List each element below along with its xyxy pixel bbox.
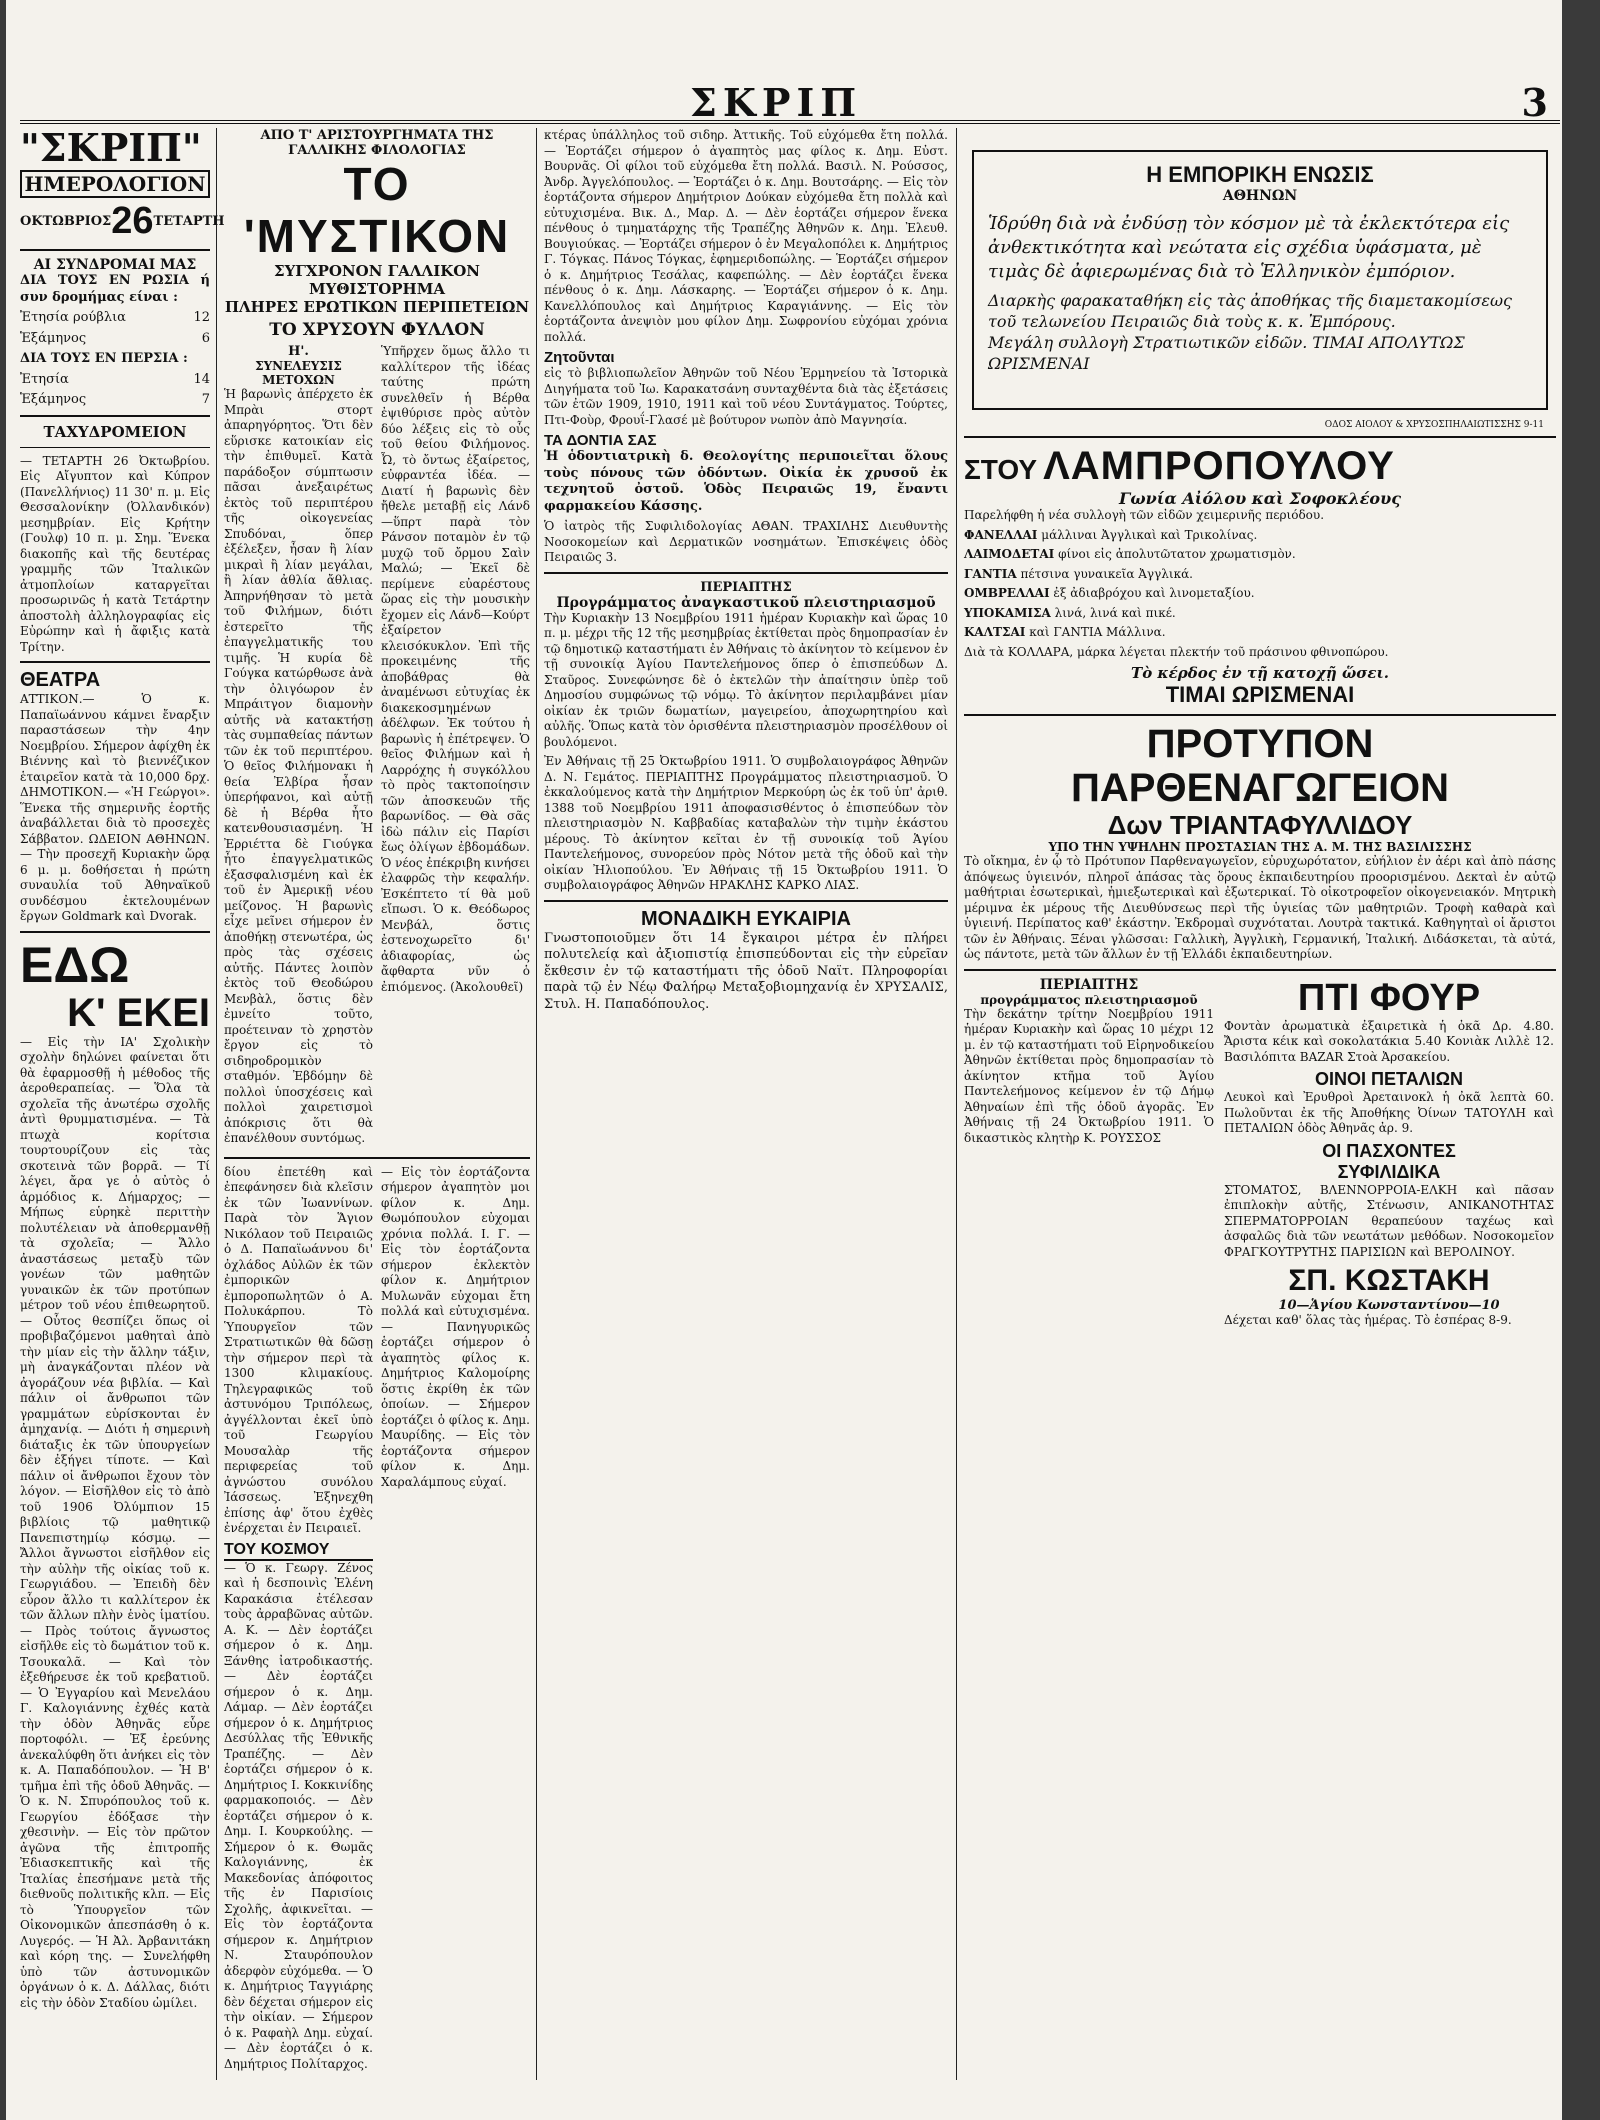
dontia-title: ΤΑ ΔΟΝΤΙΑ ΣΑΣ [544, 432, 657, 449]
subs-value: 12 [193, 310, 210, 325]
protypon-patron: ΥΠΟ ΤΗΝ ΥΨΗΛΗΝ ΠΡΟΣΤΑΣΙΑΝ ΤΗΣ Α. Μ. ΤΗΣ ΒΑΣΙΛΙΣΣΗΣ [1048, 840, 1472, 854]
lamp-item-text: καὶ ΓΑΝΤΙΑ Μάλλινα. [1029, 625, 1166, 639]
trachilis-notice: Ὁ ἰατρὸς τῆς Συφιλιδολογίας ΑΘΑΝ. ΤΡΑΧΙΛΗΣ Διευθυντὴς Νοσοκομείων καὶ Δερματικῶν νοσημάτων. Ἐπισκέψεις ὁδὸς Πειραιῶς 3. [544, 519, 948, 564]
weekday: ΤΕΤΑΡΤΗ [153, 214, 225, 229]
lamp-item-label: ΦΑΝΕΛΛΑΙ [964, 527, 1038, 542]
theatre-text: ΑΤΤΙΚΟΝ.— Ὁ κ. Παπαϊωάννου κάμνει ἔναρξιν παραστάσεων τὴν 4ην Νοεμβρίου. Σήμερον ἀφίχθη ἐκ Βιέννης καὶ τὸ βιεννέζικον ἑταιρεῖον κατὰ τὰ 10,000 δρχ. ΔΗΜΟΤΙΚΟΝ.— «Ἡ Γεώργοι». Ἕνεκα τῆς σημερινῆς ἑορτῆς ἀναβάλλεται διὰ τὸ προσεχὲς Σάββατον. ΩΔΕΙΟΝ ΑΘΗΝΩΝ.— Τὴν προσεχῆ Κυριακὴν ὥρᾳ 6 μ. μ. δοθήσεται ἡ πρώτη συναυλία τοῦ Ἀθηναϊκοῦ συνδέσμου ἐκτελουμένων ἔργων Goldmark καὶ Dvorak. [20, 692, 210, 923]
divider [224, 1157, 530, 1159]
monadiki-text: Γνωστοποιοῦμεν ὅτι 14 ἔγκαιροι μέτρα ἐν πλήρει πολυτελείᾳ καὶ ἀξιοπιστίᾳ ἐπισπεύδονται εἰς τὴν εὐρεῖαν ἔκθεσιν ἐν τῷ καταστήματι τῆς ὁδοῦ Ναϊτ. Πληροφορίαι παρὰ τῷ ἐν Νέῳ Φαλήρῳ Μεταξοβιομηχανίᾳ ἐν ΧΡΥΣΑΛΙΣ, Στυλ. Η. Παπαδόπουλος. [544, 930, 948, 1012]
column-rule [536, 128, 537, 2080]
enosis-city: ΑΘΗΝΩΝ [1222, 188, 1298, 204]
lamp-address: Γωνία Αἰόλου καὶ Σοφοκλέους [1119, 489, 1401, 508]
divider [20, 661, 210, 663]
subs-label: Ἑξάμηνος [20, 392, 87, 407]
subs-value: 6 [201, 330, 210, 346]
lower-right [381, 1165, 530, 2077]
edo-title: ΕΔΩ [20, 936, 130, 993]
syfilidika-text: ΣΤΟΜΑΤΟΣ, ΒΛΕΝΝΟΡΡΟΙΑ-ΕΛΚΗ καὶ πᾶσαν ἐπιπλοκὴν αὐτῆς, Στένωσιν, ΑΝΙΚΑΝΟΤΗΤΑΣ ΣΠΕΡΜΑΤΟΡΡΟΙΑΝ θεραπεύουν ταχέως καὶ ἀσφαλῶς διὰ τῶν νεωτάτων μεθόδων. Νοσοκομεῖον ΦΡΑΓΚΟΥΤΡΥΤΗΣ ΠΑΡΙΣΙΩΝ καὶ ΒΕΡΟΛΙΝΟΥ. [1224, 1182, 1554, 1259]
subs-row [20, 392, 210, 409]
lamp-item [964, 606, 1556, 622]
post-title: ΤΑΧΥΔΡΟΜΕΙΟΝ [43, 422, 187, 441]
lamp-item-text: ἐξ ἀδιαβρόχου καὶ λινομεταξίου. [1053, 586, 1255, 600]
notices-text-a: κτέρας ὑπάλληλος τοῦ σιδηρ. Ἀττικῆς. Τοῦ εὐχόμεθα ἔτη πολλά. — Ἑορτάζει σήμερον ὁ ἀγαπητὸς μας φίλος κ. Δημ. Εὐστ. Βουρνᾶς. Οἱ φίλοι τοῦ εὐχόμεθα ἔτη πολλά. Βασιλ. Ν. Ρούσσος, Ἀνδρ. Ἀγγελόπουλος. — Ἑορτάζει ὁ κ. Δημ. Βουτσάρης. — Εἰς τὸν ἑορτάζοντα σήμερον Δημήτριον Δούκαν εὐχόμεθα ἔτη πολλὰ καὶ εὐτυχισμένα. Βικ. Δ., Μαρ. Δ. — Δὲν ἑορτάζει σήμερον ἕνεκα πένθους ὁ τμηματάρχης τῆς Τραπέζης Ἀθηνῶν κ. Δημ. Ἐλευθ. Βουγιούκας. — Ἑορτάζει σήμερον ὁ ἐν Μεγαλοπόλει κ. Δημήτριος Γ. Τόγκας. Πάνος Τόγκας, ἐφημεριδοπώλης. — Ἑορτάζει σήμερον ὁ κ. Δημήτριος Τεσάλας, καφεπώλης. — Δὲν ἑορτάζει ἕνεκα πένθους ὁ κ. Δημ. Λάσκαρης. — Ἑορτάζει σήμερον ὁ κ. Δημ. Κανελλόπουλος καὶ Δημήτριος Καραγιάννης. — Εἰς τὸν ἑορτάζοντα ἀνεψιὸν μου φίλον Δημ. Σωφρονίου εὐχόμαι χρόνια πολλά. [544, 128, 948, 344]
program-text: Τὴν Κυριακὴν 13 Νοεμβρίου 1911 ἡμέραν Κυριακὴν καὶ ὥρας 10 π. μ. μέχρι τῆς 12 τῆς μεσημβρίας ἐκτίθεται πρὸς δημοπρασίαν ἐν τῷ δημοτικῷ καταστήματι ἐν Ἀθήναις τὸ ἀκίνητον τὸ κείμενον ἐν τῇ συνοικίᾳ Ἁγίου Παντελεήμονος ὅπερ ὁ ἐπισπεύδων Δ. Σταῦρος. Συνεφώνησε δὲ ὁ ἐκτελῶν τὴν ἀπαίτησιν ὑπὲρ τοῦ Δημοσίου συμφώνως τῷ νόμῳ. Τὸ ἀκίνητον περιλαμβάνει μίαν οἰκίαν ἐκ τριῶν δωματίων, μαγειρείου, ἀποχωρητηρίου καὶ αὐλῆς. Ὅπως κατὰ τὸν ὁρισθέντα πλειστηριασμὸν προσέλθουν οἱ βουλόμενοι. [544, 610, 948, 749]
protypon-name: Δων ΤΡΙΑΝΤΑΦΥΛΛΙΔΟΥ [1107, 810, 1413, 840]
oinoi-title: ΟΙΝΟΙ ΠΕΤΑΛΙΩΝ [1314, 1069, 1464, 1089]
subs-label: Ἐτησία ρούβλια [20, 310, 126, 325]
lamp-item-text: μάλλιναι Ἀγγλικαὶ καὶ Τρικολίνας. [1041, 527, 1258, 542]
serial-right [381, 344, 530, 1151]
lamp-item [964, 528, 1556, 544]
lower-block [224, 1165, 530, 2077]
divider [964, 436, 1556, 438]
lamp-item-label: ΥΠΟΚΑΜΙΣΑ [964, 605, 1051, 620]
lower-ads [964, 977, 1556, 1333]
dontia-text: Ἡ ὁδοντιατρικὴ δ. Θεολογίτης περιποιεῖται ὅλους τοὺς πόνους τῶν ὀδόντων. Οἰκία ἐκ χρυσοῦ ἐκ τεχνητοῦ ὀστοῦ. Ὁδὸς Πειραιῶς 19, ἔναντι φαρμακείου Κάσσης. [544, 449, 948, 514]
lamp-name: ΛΑΜΠΡΟΠΟΥΛΟΥ [1043, 444, 1395, 488]
lamp-item [964, 567, 1556, 583]
post-text: — ΤΕΤΑΡΤΗ 26 Ὀκτωβρίου. Εἰς Αἴγυπτον καὶ Κύπρον (Πανελλήνιος) 11 30' π. μ. Εἰς Θεσσαλονίκην (Ὀλλανδικόν) μεσημβρίαν. Εἰς Κρήτην (Γουλφ) 10 π. μ. Σημ. Ἕνεκα διακοπῆς καὶ τῆς δευτέρας γραμμῆς τῶν Ἰταλικῶν ἀτμοπλοίων καταργεῖται προσωρινῶς ἡ κατὰ Τετάρτην ἀποστολὴ ἀλληλογραφίας εἰς Εὐρώπην καὶ ἡ ἄφιξις κατὰ Τρίτην. [20, 453, 210, 654]
serial-left [224, 344, 373, 1151]
kostaki-text: Δέχεται καθ' ὅλας τὰς ἡμέρας. Τὸ ἑσπέρας 8-9. [1224, 1313, 1512, 1327]
date-row [20, 200, 225, 243]
edo-text: — Εἰς τὴν ΙΑ' Σχολικὴν σχολὴν δηλώνει φαίνεται ὅτι θὰ ἐφαρμοσθῇ ἡ μέθοδος τῆς ἀεροθεραπείας. — Ὅλα τὰ σχολεῖα τῆς ἀνωτέρω σχολῆς ἀντὶ θρυμματισμένα. — Τὰ πτωχὰ κορίτσια τουρτουρίζουν εἰς τὰς σκοτεινὰ τῶν βορρᾶ. — Τί λέγει, ἄρα γε ὁ αὐτὸς ὁ ἁρμόδιος κ. Δήμαρχος; — Μήπως εὑρηκὲ περιττὴν πολυτέλειαν νὰ ἀποθερμανθῇ τὰ σχολεῖα; — Ἄλλο ἀναστάσεως μεταξὺ τῶν γονέων τῶν μαθητῶν γυναικῶν ἐκ τῶν προτύπων μέτρον τοῦ νέου ἐπιθεωρητοῦ. — Οὗτος θεσπίζει ὅπως οἱ προβιβαζόμενοι μαθηταὶ ἀπὸ τὴν μίαν εἰς τὴν ἄλλην τάξιν, μὴ ἀναγκάζονται πλέον νὰ ἀγοράζουν νέα βιβλία. — Καὶ πάλιν οἱ ἄνθρωποι τῶν γραμμάτων εὑρίσκονται ἐν ἀμηχανίᾳ. — Διότι ἡ σημερινὴ διάταξις ἐκ τῶν ὑπουργείων δὲν ἐξήγει τίποτε. — Καὶ πάλιν οἱ ἄνθρωποι ἔχουν τὸν λόγον. — Εἰσῆλθον εἰς τὸ ἀπὸ τοῦ 1906 Ὀλύμπιον 15 βιβλίοις τῷ μαθητικῷ Πανεπιστημίῳ κόσμῳ. — Ἄλλοι ἄγνωστοι εἰσῆλθον εἰς τὴν αὐλὴν τῆς οἰκίας τοῦ κ. Γεωργιάδου. — Ἐπειδὴ δὲν εὗρον ἄλλο τι καλλίτερον ἐκ τῶν ἄλλων πλὴν ἑνὸς ἱματίου. — Πρὸς τούτοις ἄγνωστος εἰσῆλθε εἰς τὸ δωμάτιον τοῦ κ. Τσουκαλᾶ. — Καὶ τὸν ἐξεθήρευσε ἐκ τοῦ κρεβατιοῦ. — Ὁ Ἐγγαρίου καὶ Μενελάου Γ. Καλογιάννης ἐχθές κατὰ τὴν ὁδὸν Ἀθηνᾶς εὗρε πορτοφόλι. — Ἐξ ἐρεύνης ἀνεκαλύφθη ὅτι ἀνήκει εἰς τὸν κ. Α. Παπαδόπουλον. — Ἡ Β' τμῆμα ἐπὶ τῆς ὁδοῦ Ἀθηνᾶς. — Ὁ κ. Ν. Σπυρόπουλος τοῦ κ. Γεωργίου ἐδόξασε τὴν χθεσινὴν. — Εἰς τὸν πρῶτον ἀγῶνα τῆς ἐπιτροπῆς Ἐδιασκεπτικῆς καὶ τῆς Ἰταλίας ἐπεσήμανε μετὰ τῆς διεθνοῦς πολιτικῆς κλπ. — Εἰς τὸ Ὑπουργεῖον τῶν Οἰκονομικῶν ἀπεσπάσθη ὁ κ. Λυγερός. — Ἡ Ἀλ. Ἀρβανιτάκη καὶ κόρη της. — Συνελήφθη ὑπὸ τῶν ἀστυνομικῶν ὀργάνων ὁ κ. Δ. Δάλλας, διότι εἰς τὴν ὁδὸν Σταδίου ὠμίλει. [20, 1034, 210, 2010]
syfilidika-title: ΣΥΦΙΛΙΔΙΚΑ [1337, 1161, 1441, 1182]
divider [20, 249, 210, 251]
lamp-slogan: Τὸ κέρδος ἐν τῇ κατοχῇ ὥσει. [1131, 664, 1389, 682]
enosis-title: Η ΕΜΠΟΡΙΚΗ ΕΝΩΣΙΣ [1146, 162, 1374, 187]
lamp-items [964, 528, 1556, 641]
lamp-item [964, 625, 1556, 641]
lower-ads-right [1224, 977, 1554, 1333]
column-notices [544, 128, 948, 2078]
divider [544, 572, 948, 574]
lamp-kollara: Διὰ τὰ ΚΟΛΛΑΡΑ, μάρκα λέγεται πλεκτήν τοῦ πράσινου φθινοπώρου. [964, 644, 1389, 659]
lower-ads-left [964, 977, 1214, 1333]
zitountai-text: εἰς τὸ βιβλιοπωλεῖον Ἀθηνῶν τοῦ Νέου Ἑρμηνείου τὰ Ἱστορικὰ Διηγήματα τοῦ Ἰω. Καρακατσάνη συνταχθέντα διὰ τὰς ἐξετάσεις τῶν ἐτῶν 1909, 1910, 1911 καὶ τοῦ νέου Συντάγματος. Τούρτες, Πτι-Φοὺρ, Φρουΐ-Γλασέ μὲ βούτυρον νωπὸν ἀπὸ Μαγνησία. [544, 366, 948, 427]
periaptis-title: ΠΕΡΙΑΠΤΗΣ [700, 579, 792, 595]
subscriptions-russia: ΔΙΑ ΤΟΥΣ ΕΝ ΡΩΣΙΑ ή συν δρομήμας είναι : [20, 273, 210, 305]
theatre-title: ΘΕΑΤΡΑ [20, 669, 101, 691]
periaptis2-title: ΠΕΡΙΑΠΤΗΣ [1039, 976, 1139, 993]
divider [20, 447, 210, 448]
enosis-text3: Μεγάλη συλλογὴ Στρατιωτικῶν εἰδῶν. ΤΙΜΑΙ ΑΠΟΛΥΤΩΣ ΩΡΙΣΜΕΝΑΙ [988, 333, 1465, 373]
zitountai-title: Ζητοῦνται [544, 349, 615, 366]
lamp-item-text: πέτσινα γυναικεῖα Ἀγγλικά. [1020, 566, 1193, 581]
subs-label: Ἑξάμηνος [20, 330, 87, 346]
lamp-item-text: λινά, λινά καὶ πικέ. [1054, 605, 1176, 620]
pasxontes-title: ΟΙ ΠΑΣΧΟΝΤΕΣ [1322, 1140, 1456, 1161]
serial-title: ΤΟ 'ΜΥΣΤΙΚΟΝ [243, 158, 511, 262]
newspaper-name: ΣΚΡΙΠ [690, 80, 863, 125]
enosis-text: Ἱδρύθη διὰ νὰ ἐνδύσῃ τὸν κόσμον μὲ τὰ ἐκλεκτότερα εἰς ἀνθεκτικότητα καὶ νεώτατα εἰς σχέδια ὑφάσματα, μὲ τιμὰς δὲ ἀφιερωμένας διὰ τὸ Ἑλληνικὸν ἐμπόριον. [988, 213, 1510, 282]
lamp-item-label: ΟΜΒΡΕΛΛΑΙ [964, 586, 1050, 600]
enosis-text2: Διαρκὴς φαρακαταθήκη εἰς τὰς ἀποθήκας τῆς διαμετακομίσεως τοῦ τελωνείου Πειραιῶς διὰ τοὺς κ. κ. Ἐμπόρους. [988, 291, 1512, 331]
story-text-b: Ὑπῆρχεν ὅμως ἄλλο τι καλλίτερον τῆς ἰδέας ταύτης πρώτη συνελθεῖν ἡ Βέρθα ἐψιθύρισε πρὸς αὐτὸν δύο λέξεις εἰς τὸ οὖς τοῦ θείου Φιλήμονος. Ὦ, τὸ ὄντως ἐξαίρετος, εὐφραντέα ἰδέα. — Διατί ἡ βαρωνὶς δὲν ἤθελε μεταβῇ εἰς Λάνδ—ὕπρτ παρὰ τὸν Ράνσον ποταμὸν ἐν τῷ μυχῷ τοῦ ὄρμου Σαὶν Μαλώ; — Ἐκεῖ δὲ περίμενε εὐαρέστους ὥρας εἰς τὴν μουσικὴν ἔχομεν εἰς Λάνδ—Κούρτ ἐξαίρετον κλεισόκυκλον. Ἐπὶ τῆς προκειμένης τῆς ἀποβάθρας θὰ ἀναμένωσι εὐτυχίας ἐκ διακεκοσμημένων ἀδέλφων. Ἐκ τούτου ἡ βαρωνὶς ἡ ἐπέτρεψεν. Ὁ θεῖος Φιλήμων καὶ ἡ Λαρρόχης ἡ συγκόλλου τὸ πρὸς τακτοποίησιν τῶν ἀποσκευῶν τῆς βαρωνίδος. — Θὰ σᾶς ἰδὼ πάλιν εἰς Παρίσι ἔως ὀλίγων ἐβδομάδων. Ὁ νέος ἐπέκριβη κινήσει ἐλαφρῶς τὴν κεφαλήν. Ἐσκέπτετο τί θὰ μοῦ εἴπωσι. Ὁ κ. Θεόδωρος Μενβάλ, ὅστις ἐστενοχωρεῖτο δι' ἀδιαφορίας, ὡς ἄφθαρτα νῦν ὁ ἐπιόμενος. (Ἀκολουθεῖ) [381, 344, 530, 994]
kostaki-title: ΣΠ. ΚΩΣΤΑΚΗ [1288, 1264, 1490, 1297]
day-number: 26 [111, 200, 154, 242]
ptifour-text: Φοντὰν ἀρωματικὰ ἐξαιρετικὰ ἡ ὀκᾶ Δρ. 4.80. Ἄριστα κέικ καὶ σοκολατάκια 5.40 Κονιὰκ Λιλλὲ 12. Βασιλόπιτα BAZAR Στοὰ Ἀρσακείου. [1224, 1018, 1554, 1064]
enosis-address: ΟΔΟΣ ΑΙΟΛΟΥ & ΧΡΥΣΟΣΠΗΛΑΙΩΤΙΣΣΗΣ 9-11 [1324, 420, 1544, 430]
lamp-item-label: ΓΑΝΤΙΑ [964, 566, 1017, 581]
story-text-a: Ἡ βαρωνὶς ἀπέρχετο ἐκ Μπρὰι στορτ ἀπαρηγόρητος. Ὅτι δὲν εὕρισκε κατοικίαν εἰς τὴν ἐπιθυμεῖ. Κατὰ παράδοξον σύμπτωσιν πᾶσαι ἀνεξαιρέτως ἐκτὸς τοῦ περιπτέρου τῆς οἰκογενείας Σπυδόναι, ὅπερ ἐξέλεξεν, ἦσαν ἢ λίαν μικραὶ ἢ λίαν μεγάλαι, ἢ λίαν ἀθλία ἄθλιας. Ἀπηρνήθησαν τὸ μετὰ τοῦ Φιλήμων, διότι ἐστερεῖτο τῆς ἐπαγγελματικῆς του τιμῆς. Ἡ κυρία δὲ Γούγκα κατώρθωσε ἀνὰ τὴν ὀλιγόωρον ἐν Μπράιτγον διαμονὴν αὐτῆς νὰ κατακτήσῃ τὰς συμπαθείας πάντων τῶν ἐκ τοῦ περιπτέρου. Ὁ θεῖος Φιλήμονακι ἡ θεία Ἐλβίρα ἦσαν ὑπερήφανοι, καὶ αὐτῇ δὲ ἡ Βέρθα ἦτο κατενθουσιασμένη. Ἡ Ἐρριέττα δὲ Γιούγκα ἦτο ἐπαγγελματικῶς ἐξασφαλισμένη καὶ ἐκ τοῦ ἐν Ἀμερικῇ νέου μείζονος. Ἡ βαρωνὶς εἶχε μεῖνει σήμερον ἐν ἀποθήκῃ στενωτέρα, ὡς πρὸς τὰς σχέσεις αὐτῆς. Πάντες λοιπὸν ἐκτὸς τοῦ Θεοδώρου Μενβὰλ, ὅστις δὲν ἐμνείτο τοῦτο, προέτειναν τὸ χρηστὸν ἔργον εἰς τὸ σιδηροδρομικὸν σταθμόν. Ἐβδόμην δὲ πολλοὶ ὑποσχέσεις καὶ πολλοὶ χαιρετισμοὶ ἀπόκρισις ὅτι θὰ ἐπανέλθουν συντόμως. [224, 387, 373, 1145]
enosis-ad [972, 150, 1548, 410]
lamp-item-label: ΛΑΙΜΟΔΕΤΑΙ [964, 547, 1055, 561]
divider [964, 714, 1556, 716]
tou-kosmou-title: ΤΟΥ ΚΟΣΜΟΥ [224, 1541, 373, 1561]
page-number: 3 [1521, 80, 1548, 125]
divider [964, 969, 1556, 971]
column-ads [964, 128, 1556, 2078]
subscriptions-title: ΑΙ ΣΥΝΔΡΟΜΑΙ ΜΑΣ [33, 257, 197, 273]
lower-text-b: — Εἰς τὸν ἑορτάζοντα σήμερον ἀγαπητὸν μοι φίλον κ. Δημ. Θωμόπουλον εὐχομαι χρόνια πολλά. Ι. Γ. — Εἰς τὸν ἑορτάζοντα σήμερον ἐκλεκτὸν φίλον κ. Δημήτριον Μυλωνᾶν εὐχομαι ἔτη πολλά καὶ εὐτυχισμένα. — Πανηγυρικῶς ἑορτάζει σήμερον ὁ ἀγαπητὸς φίλος κ. Δημήτριος Καλομοίρης ὅστις ἐκρίθη ἐκ τῶν ὁποίων. — Σήμερον ἑορτάζει ὁ φίλος κ. Δημ. Μαυρίδης. — Εἰς τὸν ἑορτάζοντα σήμερον φίλον κ. Δημ. Χαραλάμπους εὐχαί. [381, 1164, 530, 1489]
divider [544, 900, 948, 902]
subs-row [20, 310, 210, 327]
column-rule [956, 128, 957, 2080]
program-title: Προγράμματος ἀναγκαστικοῦ πλειστηριασμοῦ [556, 594, 936, 611]
lamp-prices: ΤΙΜΑΙ ΩΡΙΣΜΕΝΑΙ [1165, 682, 1355, 707]
lamp-heading [964, 444, 1556, 489]
lamp-item-text: φίνοι εἰς ἀπολυτῶτατον χρωματισμὸν. [1058, 547, 1296, 561]
lamp-item [964, 586, 1556, 602]
lower-left [224, 1165, 373, 2077]
subscriptions-persia: ΔΙΑ ΤΟΥΣ ΕΝ ΠΕΡΣΙΑ : [20, 351, 188, 366]
newspaper-page [6, 0, 1562, 2120]
masthead [20, 80, 1560, 124]
chapter-number: Η'. [288, 344, 309, 359]
ptifour-title: ΠΤΙ ΦΟΥΡ [1297, 976, 1481, 1019]
subs-row [20, 331, 210, 348]
periaptis2-sub: προγράμματος πλειστηριασμοῦ [980, 992, 1198, 1007]
chapter-title: ΣΥΝΕΛΕΥΣΙΣ ΜΕΤΟΧΩΝ [255, 359, 342, 387]
serial-sub2: ΠΛΗΡΕΣ ΕΡΩΤΙΚΩΝ ΠΕΡΙΠΕΤΕΙΩΝ [224, 298, 530, 316]
divider [20, 415, 210, 417]
periaptis2-text: Τὴν δεκάτην τρίτην Νοεμβρίου 1911 ἡμέραν Κυριακὴν καὶ ὥρας 10 μέχρι 12 μ. ἐν τῷ καταστήματι τοῦ Εἰρηνοδικείου Ἀθηνῶν ἐκτίθεται πρὸς δημοπρασίαν τὸ ἀκίνητον κτῆμα τοῦ Ἁγίου Παντελεήμονος κείμενον ἐν τῷ Δήμῳ Ἀθηναίων ἐπὶ τῆς ὁδοῦ ἀγορᾶς. Ἐν Ἀθήναις τῇ 24 Ὀκτωβρίου 1911. Ὁ δικαστικὸς κλητὴρ Κ. ΡΟΥΣΣΟΣ [964, 1006, 1214, 1145]
subs-value: 14 [193, 371, 210, 387]
protypon-title: ΠΡΟΤΥΠΟΝ ΠΑΡΘΕΝΑΓΩΓΕΙΟΝ [1071, 722, 1449, 810]
lamp-intro: Παρελήφθη ἡ νέα συλλογὴ τῶν εἰδῶν χειμερινῆς περιόδου. [964, 508, 1325, 522]
serial-sub1: ΣΥΓΧΡΟΝΟΝ ΓΑΛΛΙΚΟΝ ΜΥΘΙΣΤΟΡΗΜΑ [273, 262, 481, 298]
lamp-item [964, 547, 1556, 563]
column-calendar [20, 125, 225, 2078]
subs-label: Ἐτησία [20, 371, 69, 387]
kekei-title: Κ' ΕΚΕΙ [67, 990, 210, 1035]
column-serial [224, 128, 530, 2078]
column-rule [216, 128, 217, 2080]
mid-text: Ἐν Ἀθήναις τῇ 25 Ὀκτωβρίου 1911. Ὁ συμβολαιογράφος Ἀθηνῶν Δ. Ν. Γεμάτος. ΠΕΡΙΑΠΤΗΣ Προγράμματος πλειστηριασμοῦ. Ὁ ἐκκαλούμενος κατὰ τὴν Δημήτριον Μερκούρη ὡς ἐκ τοῦ ὑπ' ἀριθ. 1388 τοῦ Νοεμβρίου 1911 ἀποφασισθέντος ὁ ἐπισπεύδων τὸν πλειστηριασμὸν Ν. Καββαδίας καταβαλὼν τὴν τιμὴν ἑκάστου μέρους. Τὸ ἀκίνητον κεῖται ἐν τῇ συνοικίᾳ τοῦ Ἁγίου Παντελεήμονος, συνορεύον πρὸς Νότον μετὰ τῆς ὁδοῦ καὶ τὴν οἰκίαν Ἠλιοπούλου. Ἐν Ἀθήναις τῇ 15 Ὀκτωβρίου 1911. Ὁ συμβολαιογράφος Ἀθηνῶν ΗΡΑΚΛΗΣ ΚΑΡΚΟ ΛΙΑΣ. [544, 754, 948, 892]
lamp-prefix: ΣΤΟΥ [964, 454, 1038, 485]
kosmou-text: — Ὁ κ. Γεωργ. Ζένος καὶ ἡ δεσποινὶς Ἑλένη Καρακάσια ἐτέλεσαν τοὺς ἀρραβῶνας αὐτῶν. Α. Κ. — Δὲν ἑορτάζει σήμερον ὁ κ. Δημ. Ξάνθης ἰατροδικαστής. — Δὲν ἑορτάζει σήμερον ὁ κ. Δημ. Λάμαρ. — Δὲν ἑορτάζει σήμερον ὁ κ. Δημήτριος Δεσύλλας τῆς Ἐθνικῆς Τραπέζης. — Δὲν ἑορτάζει σήμερον ὁ κ. Δημήτριος Ι. Κοκκινίδης φαρμακοποιός. — Δὲν ἑορτάζει σήμερον ὁ κ. Δημ. Ι. Κουρκούλης. — Σήμερον ὁ κ. Θωμᾶς Καλογιάννης, ἐκ Μακεδονίας ἀπόφοιτος τῆς ἐν Παρισίοις Σχολῆς, ἀφικνεῖται. — Εἰς τὸν ἑορτάζοντα σήμερον κ. Δημήτριον Ν. Σταυρόπουλον ἀδερφὸν εὐχόμεθα. — Ὁ κ. Δημήτριος Ταγγιάρης δὲν δέχεται σήμερον εἰς τὴν οἰκίαν. — Σήμερον ὁ κ. Ραφαὴλ Δημ. εὐχαί. — Δὲν ἑορτάζει ὁ κ. Δημήτριος Πολίταρχος. [224, 1560, 373, 2071]
subs-row [20, 372, 210, 389]
oinoi-text: Λευκοὶ καὶ Ἐρυθροὶ Ἀρεταινοκλ ἡ ὀκᾶ λεπτὰ 60. Πωλοῦνται ἐκ τῆς Ἀποθήκης Ὀίνων ΤΑΤΟΥΛΗ καὶ ΠΕΤΑΛΙΩΝ ὁδὸς Ἀθηνᾶς ἀρ. 9. [1224, 1090, 1554, 1135]
serial-sub3: ΤΟ ΧΡΥΣΟΥΝ ΦΥΛΛΟΝ [269, 320, 485, 340]
kostaki-address: 10—Ἁγίου Κωνσταντίνου—10 [1278, 1298, 1500, 1313]
lamp-item-label: ΚΑΛΤΣΑΙ [964, 625, 1026, 639]
lower-text-a: δίου ἐπετέθη καὶ ἐπεφάνησεν διὰ κλεῖσιν ἐκ τῶν Ἰωαννίνων. Παρὰ τὸν Ἅγιον Νικόλαον τοῦ Πειραιῶς ὁ Δ. Παπαϊωάννου δι' ὀχλάδος Αὐλῶν ἐκ τῶν ἐμπορικῶν ἐμποροπωλητῶν ὁ Α. Πολυκάρπου. Τὸ Ὑπουργεῖον τῶν Στρατιωτικῶν θὰ δῶσῃ τὴν σήμερον περὶ τὰ 1300 κλιμακίους. Τηλεγραφικῶς τοῦ ἀστυνόμου Τριπόλεως, ἀγγέλλονται ἐκεῖ ὑπὸ τοῦ Γεωργίου Μουσαλὰρ τῆς περιφερείας τοῦ ἀγνώστου συνόλου Ἰάσσεως. Ἐξηνεχθη ἐπίσης ἀφ' ὅτου ἐχθὲς ἐνέρχεται ἐν Πειραιεῖ. [224, 1164, 373, 1535]
month: ΟΚΤΩΒΡΙΟΣ [20, 214, 112, 229]
skrip-title: "ΣΚΡΙΠ" [20, 125, 202, 170]
serial-body [224, 344, 530, 1151]
monadiki-title: ΜΟΝΑΔΙΚΗ ΕΥΚΑΙΡΙΑ [641, 907, 851, 930]
divider [20, 931, 210, 933]
calendar-title: ΗΜΕΡΟΛΟΓΙΟΝ [20, 170, 210, 198]
subs-value: 7 [201, 392, 210, 407]
serial-kicker: ΑΠΟ Τ' ΑΡΙΣΤΟΥΡΓΗΜΑΤΑ ΤΗΣ ΓΑΛΛΙΚΗΣ ΦΙΛΟΛΟΓΙΑΣ [260, 128, 494, 158]
protypon-text: Τὸ οἴκημα, ἐν ᾧ τὸ Πρότυπον Παρθεναγωγεῖον, εὐρυχωρότατον, εὐήλιον ἐν ἀέρι καὶ ἀπὸ πάσης ἀπόψεως ὑγιεινόν, πληροῖ ἁπάσας τὰς ὅρους ἐκπαιδευτηρίου προορισμένου. Δεκταὶ ἐν αὐτῷ μαθήτριαι ἐσωτερικαὶ, ἡμιεξωτερικαὶ καὶ ἐξωτερικαί. Τὸ οἰκοτροφεῖον οἰκογενειακόν. Μητρικὴ μέριμνα ἐκ μέρους τῆς Διευθύνσεως περὶ τῆς ὑγιείας τῶν μαθητριῶν. Τροφὴ καθαρὰ καὶ ὑγιεινή. Περίπατος καθ' ἑκάστην. Ἐκδρομαὶ συχνόταται. Λουτρὰ τακτικά. Καθηγηταὶ οἱ ἄριστοι τῶν ἐν Ἀθήναις. Ξέναι γλῶσσαι: Γαλλικὴ, Ἀγγλικὴ, Γερμανική, Ἰταλική. Διδάσκεται, τὰ αὐτά, ὡς πάντοτε, μετὰ τῶν ἄλλων ἐν τῇ Ἑλλάδι ἐκπαιδευτηρίων. [964, 854, 1556, 961]
